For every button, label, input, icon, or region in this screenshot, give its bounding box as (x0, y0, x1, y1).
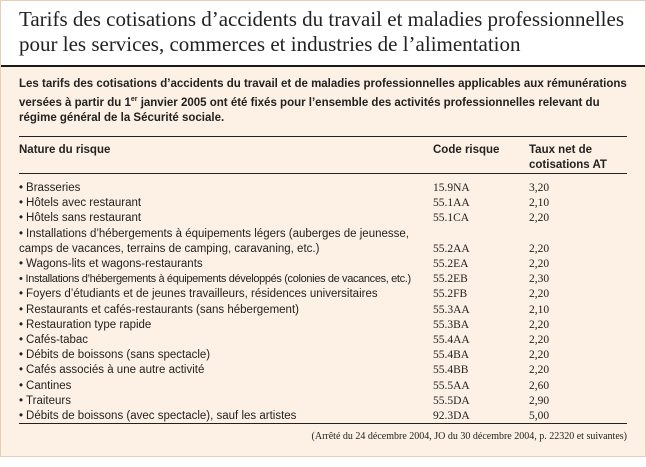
bullet-icon: • (19, 288, 24, 301)
bullet-icon: • (19, 379, 24, 392)
nature-text: Cafés associés à une autre activité (26, 364, 205, 377)
nature-text: Foyers d’étudiants et de jeunes travailleurs, résidences universitaires (26, 288, 378, 301)
cell-taux: 3,20 (529, 182, 550, 194)
cell-taux: 2,10 (529, 303, 550, 316)
cell-nature (19, 181, 433, 196)
cell-nature (19, 363, 433, 378)
header-taux: Taux net de cotisations AT (529, 144, 607, 171)
cell-nature (19, 257, 433, 272)
bullet-icon: • (19, 258, 24, 271)
nature-text: Brasseries (26, 182, 81, 194)
title-bar (1, 1, 645, 67)
nature-text: Cafés-tabac (26, 334, 89, 347)
cell-taux: 2,10 (529, 197, 550, 210)
table-row (19, 211, 631, 226)
bullet-icon: • (19, 318, 24, 331)
cell-nature (19, 287, 433, 302)
cell-nature (19, 227, 433, 257)
nature-text: Wagons-lits et wagons-restaurants (26, 258, 203, 271)
cell-taux: 2,90 (529, 394, 550, 407)
nature-text: Débits de boissons (avec spectacle), sauf les artistes (26, 410, 297, 423)
bullet-icon: • (19, 182, 24, 194)
intro-text-1: Les tarifs des cotisations d’accidents du travail et de maladies professionnelles applicables aux rémunérations versées à partir du 1 (19, 78, 627, 109)
table-row (19, 272, 631, 287)
table-row (19, 379, 631, 394)
cell-nature (19, 409, 433, 424)
nature-text: Cantines (26, 379, 72, 392)
cell-code: 55.2EB (433, 273, 468, 286)
bullet-icon: • (19, 303, 24, 316)
header-code: Code risque (433, 144, 500, 156)
table-row (19, 181, 631, 196)
bullet-icon: • (19, 273, 23, 286)
cell-taux: 2,20 (529, 288, 550, 301)
intro-text-2: janvier 2005 ont été fixés pour l’ensemble des activités professionnelles relevant du régime général de la Sécurité sociale. (19, 96, 600, 124)
nature-text: Hôtels sans restaurant (26, 212, 142, 225)
cell-taux: 2,30 (529, 273, 550, 286)
cell-code: 55.5AA (433, 379, 470, 392)
table-top-rule (19, 136, 627, 137)
cell-code: 55.4BB (433, 364, 469, 377)
cell-taux: 2,20 (529, 334, 550, 347)
bullet-icon: • (19, 349, 24, 362)
bullet-icon: • (19, 410, 24, 423)
title-line-1: Tarifs des cotisations d’accidents du travail et maladies professionnelles (19, 7, 625, 31)
source-note: (Arrêté du 24 décembre 2004, JO du 30 décembre 2004, p. 22320 et suivantes) (311, 431, 627, 442)
cell-code: 55.5DA (433, 394, 470, 407)
cell-code: 55.3BA (433, 318, 470, 331)
table-body (19, 181, 631, 424)
cell-nature (19, 348, 433, 363)
cell-code: 55.2AA (433, 242, 470, 255)
cell-code: 55.2FB (433, 288, 468, 301)
table-bottom-rule (19, 423, 627, 424)
cell-taux: 2,20 (529, 349, 550, 362)
cell-taux: 2,60 (529, 379, 550, 392)
nature-text: Débits de boissons (sans spectacle) (26, 349, 211, 362)
table-row (19, 318, 631, 333)
cell-taux: 2,20 (529, 212, 550, 225)
table-row (19, 196, 631, 211)
cell-taux: 2,20 (529, 242, 550, 255)
bullet-icon: • (19, 364, 24, 377)
cell-nature (19, 272, 433, 287)
cell-taux: 2,20 (529, 364, 550, 377)
cell-code: 55.1AA (433, 197, 470, 210)
page-title (19, 7, 629, 57)
cell-nature (19, 303, 433, 318)
bullet-icon: • (19, 227, 24, 240)
table-row (19, 409, 631, 424)
intro-paragraph (19, 77, 631, 126)
table-row (19, 363, 631, 378)
table-row (19, 287, 631, 302)
table-row (19, 227, 631, 257)
cell-code: 55.2EA (433, 258, 469, 271)
table-row (19, 257, 631, 272)
nature-text: Installations d’hébergements à équipements développés (colonies de vacances, etc.) (25, 273, 411, 286)
cell-nature (19, 211, 433, 226)
cell-code: 55.4AA (433, 334, 470, 347)
table-row (19, 333, 631, 348)
bullet-icon: • (19, 197, 24, 210)
cell-nature (19, 333, 433, 348)
cell-nature (19, 394, 433, 409)
nature-text: Installations d’hébergements à équipements légers (auberges de jeunesse, camps de vacances, terrains de camping, caravaning, etc.) (19, 227, 409, 255)
cell-code: 92.3DA (433, 410, 470, 423)
table-header-rule (19, 173, 627, 174)
bullet-icon: • (19, 212, 24, 225)
cell-taux: 2,20 (529, 318, 550, 331)
table-row (19, 394, 631, 409)
cell-nature (19, 379, 433, 394)
bullet-icon: • (19, 394, 24, 407)
cell-code: 55.3AA (433, 303, 470, 316)
table-row (19, 348, 631, 363)
nature-text: Hôtels avec restaurant (26, 197, 142, 210)
intro-superscript: er (130, 96, 138, 103)
cell-code: 15.9NA (433, 182, 470, 194)
cell-nature (19, 318, 433, 333)
nature-text: Restaurants et cafés-restaurants (sans hébergement) (26, 303, 299, 316)
title-line-2: pour les services, commerces et industries de l’alimentation (19, 32, 521, 56)
table-row (19, 303, 631, 318)
bullet-icon: • (19, 334, 24, 347)
cell-taux: 2,20 (529, 258, 550, 271)
cell-taux: 5,00 (529, 410, 550, 423)
cell-nature (19, 196, 433, 211)
header-nature: Nature du risque (19, 144, 111, 156)
cell-code: 55.4BA (433, 349, 470, 362)
cell-code: 55.1CA (433, 212, 470, 225)
nature-text: Traiteurs (26, 394, 71, 407)
nature-text: Restauration type rapide (26, 318, 152, 331)
